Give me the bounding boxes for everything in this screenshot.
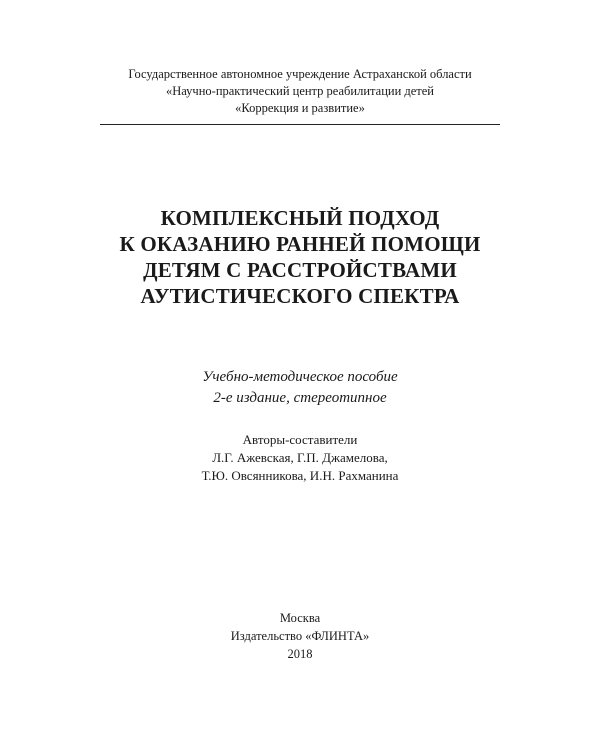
subtitle-block bbox=[0, 367, 600, 409]
title-line: К ОКАЗАНИЮ РАННЕЙ ПОМОЩИ bbox=[119, 232, 481, 256]
organization-line: Государственное автономное учреждение Астраханской области bbox=[128, 67, 472, 81]
title-line: ДЕТЯМ С РАССТРОЙСТВАМИ bbox=[143, 258, 457, 282]
publication-year: 2018 bbox=[287, 647, 313, 661]
book-title bbox=[0, 205, 600, 309]
organization-line: «Научно-практический центр реабилитации детей bbox=[165, 84, 434, 98]
publication-type: Учебно-методическое пособие bbox=[202, 369, 398, 385]
header-divider bbox=[100, 124, 500, 125]
authors-line: Л.Г. Ажевская, Г.П. Джамелова, bbox=[212, 450, 388, 465]
organization-block bbox=[0, 66, 600, 117]
authors-heading: Авторы-составители bbox=[242, 432, 358, 447]
publisher-block bbox=[0, 609, 600, 663]
authors-line: Т.Ю. Овсянникова, И.Н. Рахманина bbox=[201, 468, 399, 483]
title-line: КОМПЛЕКСНЫЙ ПОДХОД bbox=[160, 206, 440, 230]
title-line: АУТИСТИЧЕСКОГО СПЕКТРА bbox=[140, 284, 460, 308]
publisher-name: Издательство «ФЛИНТА» bbox=[230, 629, 370, 643]
organization-line: «Коррекция и развитие» bbox=[235, 101, 365, 115]
publisher-city: Москва bbox=[279, 611, 321, 625]
edition-note: 2-е издание, стереотипное bbox=[213, 390, 387, 406]
authors-block bbox=[0, 431, 600, 485]
